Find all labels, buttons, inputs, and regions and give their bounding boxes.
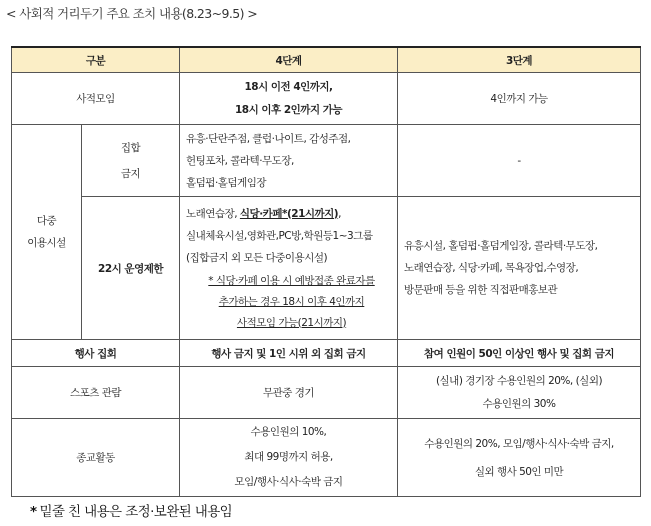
facilities-group-label-line: 이용시설	[27, 237, 66, 249]
distancing-measures-table	[11, 46, 641, 497]
sports-level3	[398, 367, 641, 419]
row-facility-ban	[12, 125, 641, 197]
sports-label: 스포츠 관람	[12, 367, 180, 419]
facility-ban-label-line: 금지	[120, 167, 141, 180]
vaccination-note-line: 사적모임 가능(21시까지)	[236, 316, 347, 329]
facility-limit-level4-line: 노래연습장, 식당·카페*(21시까지),	[186, 207, 341, 220]
facility-ban-level4	[180, 125, 398, 197]
underlined-restaurant-cafe: 식당·카페*(21시까지)	[239, 207, 339, 220]
private-gathering-level4-line: 18시 이후 2인까지 가능	[235, 103, 343, 116]
facility-ban-label	[82, 125, 180, 197]
facility-limit-level3-line: 유흥시설, 홀덤펍·홀덤게임장, 콜라텍·무도장,	[404, 240, 598, 252]
facilities-group-label-line: 다중	[36, 215, 57, 227]
facility-ban-label-line: 집합	[120, 141, 141, 154]
religion-level4-line: 수용인원의 10%,	[250, 426, 327, 438]
facility-limit-level4-line: 실내체육시설,영화관,PC방,학원등1~3그룹	[186, 229, 373, 242]
facility-limit-level3-line: 방문판매 등을 위한 직접판매홍보관	[404, 284, 558, 296]
facility-limit-level4	[180, 197, 398, 340]
facility-ban-level3: -	[398, 125, 641, 197]
row-facility-limit	[12, 197, 641, 340]
religion-label: 종교활동	[12, 419, 180, 497]
private-gathering-label: 사적모임	[12, 73, 180, 125]
facility-limit-level3-line: 노래연습장, 식당·카페, 목욕장업,수영장,	[404, 262, 579, 274]
row-events	[12, 340, 641, 367]
facility-limit-level3	[398, 197, 641, 340]
vaccination-note-line: 추가하는 경우 18시 이후 4인까지	[218, 295, 365, 308]
table-caption: < 사회적 거리두기 주요 조치 내용(8.23~9.5) >	[6, 6, 258, 21]
sports-level3-line: 수용인원의 30%	[482, 397, 556, 410]
events-level4: 행사 금지 및 1인 시위 외 집회 금지	[180, 340, 398, 367]
footnote	[30, 500, 232, 520]
footnote-star: *	[30, 504, 37, 520]
row-sports	[12, 367, 641, 419]
vaccination-note	[186, 271, 397, 334]
sports-level4: 무관중 경기	[180, 367, 398, 419]
religion-level4	[180, 419, 398, 497]
footnote-text: 밑줄 친 내용은 조정·보완된 내용임	[39, 504, 233, 520]
facility-ban-level4-line: 홀덤펍·홀덤게임장	[186, 176, 266, 189]
header-category: 구분	[12, 47, 180, 73]
private-gathering-level3: 4인까지 가능	[398, 73, 641, 125]
header-level3: 3단계	[398, 47, 641, 73]
sports-level3-line: (실내) 경기장 수용인원의 20%, (실외)	[435, 374, 603, 387]
religion-level3-line: 실외 행사 50인 미만	[474, 465, 564, 478]
religion-level4-line: 최대 99명까지 허용,	[244, 451, 333, 463]
religion-level3	[398, 419, 641, 497]
facility-ban-level4-line: 유흥·단란주점, 클럽·나이트, 감성주점,	[186, 132, 351, 145]
facilities-group-label	[12, 125, 82, 340]
private-gathering-level4-line: 18시 이전 4인까지,	[244, 80, 333, 93]
facility-limit-level4-line: (집합금지 외 모든 다중이용시설)	[186, 251, 328, 264]
religion-level4-line: 모임/행사·식사·숙박 금지	[234, 476, 343, 488]
events-level3: 참여 인원이 50인 이상인 행사 및 집회 금지	[398, 340, 641, 367]
facility-ban-level4-line: 헌팅포차, 콜라텍·무도장,	[186, 154, 294, 167]
facility-limit-label: 22시 운영제한	[82, 197, 180, 340]
header-row	[12, 47, 641, 73]
row-religion	[12, 419, 641, 497]
row-private-gathering	[12, 73, 641, 125]
vaccination-note-line: * 식당·카페 이용 시 예방접종 완료자를	[208, 274, 375, 287]
religion-level3-line: 수용인원의 20%, 모임/행사·식사·숙박 금지,	[424, 437, 614, 450]
events-label: 행사 집회	[12, 340, 180, 367]
private-gathering-level4	[180, 73, 398, 125]
header-level4: 4단계	[180, 47, 398, 73]
